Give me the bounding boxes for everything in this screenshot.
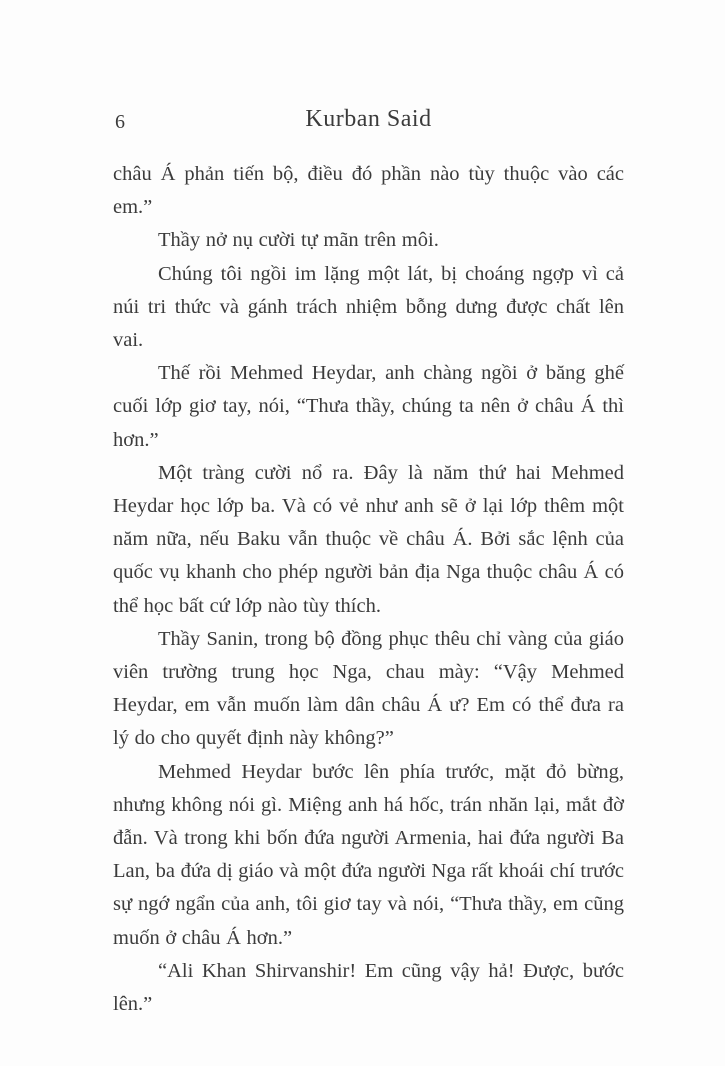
paragraph: Thầy Sanin, trong bộ đồng phục thêu chỉ vàng của giáo viên trường trung học Nga, chau mày: “Vậy Mehmed Heydar, em vẫn muốn làm dân châu Á ư? Em có thể đưa ra lý do cho quyết định này không?” xyxy=(113,627,624,750)
paragraph: Mehmed Heydar bước lên phía trước, mặt đỏ bừng, nhưng không nói gì. Miệng anh há hốc, trán nhăn lại, mắt đờ đẫn. Và trong khi bốn đứa người Armenia, hai đứa người Ba Lan, ba đứa dị giáo và một đứa người Nga rất khoái chí trước sự ngớ ngẩn của anh, tôi giơ tay và nói, “Thưa thầy, em cũng muốn ở châu Á hơn.” xyxy=(113,760,624,949)
paragraph: Thầy nở nụ cười tự mãn trên môi. xyxy=(158,229,439,252)
paragraph: Thế rồi Mehmed Heydar, anh chàng ngồi ở băng ghế cuối lớp giơ tay, nói, “Thưa thầy, chúng ta nên ở châu Á thì hơn.” xyxy=(113,362,624,451)
body-text xyxy=(113,158,624,1021)
paragraph: Chúng tôi ngồi im lặng một lát, bị choáng ngợp vì cả núi tri thức và gánh trách nhiệm bỗng dưng được chất lên vai. xyxy=(113,262,624,352)
running-header: Kurban Said xyxy=(305,106,432,132)
paragraph: Một tràng cười nổ ra. Đây là năm thứ hai Mehmed Heydar học lớp ba. Và có vẻ như anh sẽ ở lại lớp thêm một năm nữa, nếu Baku vẫn thuộc về châu Á. Bởi sắc lệnh của quốc vụ khanh cho phép người bản địa Nga thuộc châu Á có thể học bất cứ lớp nào tùy thích. xyxy=(113,461,624,617)
page-header xyxy=(113,104,624,138)
paragraph: châu Á phản tiến bộ, điều đó phần nào tùy thuộc vào các em.” xyxy=(113,163,624,219)
page-number: 6 xyxy=(115,111,125,133)
text-column xyxy=(113,104,624,1021)
paragraph: “Ali Khan Shirvanshir! Em cũng vậy hả! Được, bước lên.” xyxy=(113,959,624,1016)
